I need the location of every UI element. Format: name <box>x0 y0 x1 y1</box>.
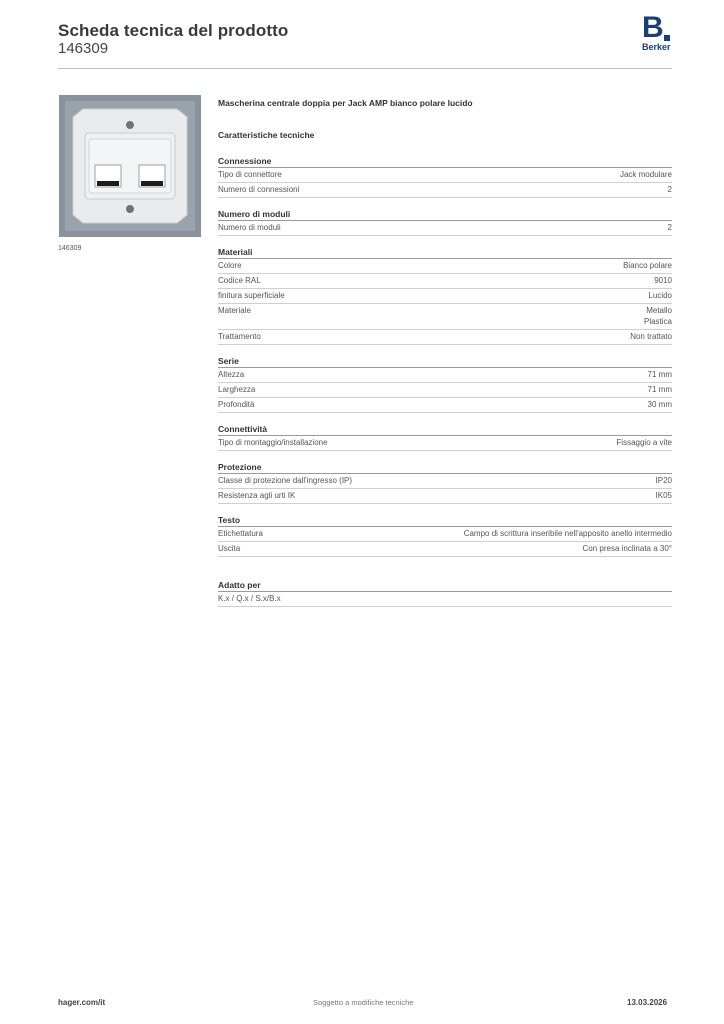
spec-label: Codice RAL <box>218 276 261 285</box>
spec-value: Lucido <box>648 291 672 300</box>
spec-row <box>218 330 672 345</box>
section-connessione <box>218 155 672 198</box>
spec-value: IK05 <box>655 491 672 500</box>
spec-row <box>218 259 672 274</box>
spec-row <box>218 527 672 542</box>
spec-label: Numero di connessioni <box>218 185 300 194</box>
spec-value: Jack modulare <box>619 170 672 179</box>
section-adatto <box>218 579 672 607</box>
spec-row <box>218 368 672 383</box>
spec-value: Con presa inclinata a 30° <box>582 544 672 553</box>
section-moduli <box>218 208 672 236</box>
spec-row <box>218 542 672 557</box>
spec-row <box>218 436 672 451</box>
section-title: Connettività <box>218 423 672 436</box>
spec-label: Trattamento <box>218 332 261 341</box>
spec-row <box>218 274 672 289</box>
logo-letter: B <box>642 11 664 44</box>
tech-title: Caratteristiche tecniche <box>218 130 315 140</box>
spec-value: 9010 <box>654 276 672 285</box>
spec-row <box>218 383 672 398</box>
spec-row <box>218 168 672 183</box>
header-divider <box>58 68 672 69</box>
spec-value: 2 <box>667 185 672 194</box>
logo-dot <box>664 35 670 41</box>
spec-value: 2 <box>667 223 672 232</box>
logo-brand-text: Berker <box>642 42 671 52</box>
footer-date: 13.03.2026 <box>627 998 668 1007</box>
spec-label: finitura superficiale <box>218 291 285 300</box>
spec-value: Campo di scrittura inseribile nell'apposito anello intermedio <box>463 529 672 538</box>
spec-label: Larghezza <box>218 385 256 394</box>
section-testo <box>218 514 672 557</box>
spec-label: Resistenza agli urti IK <box>218 491 296 500</box>
spec-label: Profondità <box>218 400 255 409</box>
section-title: Adatto per <box>218 579 672 592</box>
spec-label: Materiale <box>218 306 251 315</box>
jack-amp-plate-image <box>59 95 201 237</box>
spec-row <box>218 304 672 330</box>
section-title: Protezione <box>218 461 672 474</box>
spec-label: K.x / Q.x / S.x/B.x <box>218 594 281 603</box>
footer-note: Soggetto a modifiche tecniche <box>313 998 414 1007</box>
spec-value: 71 mm <box>647 370 672 379</box>
section-title: Serie <box>218 355 672 368</box>
spec-label: Uscita <box>218 544 241 553</box>
berker-logo <box>640 11 676 54</box>
spec-value-line: Metallo <box>646 306 672 315</box>
spec-label: Tipo di montaggio/installazione <box>218 438 328 447</box>
spec-value: Bianco polare <box>623 261 672 270</box>
section-title: Testo <box>218 514 672 527</box>
spec-row <box>218 489 672 504</box>
spec-row <box>218 289 672 304</box>
page-title: Scheda tecnica del prodotto <box>58 21 289 40</box>
spec-value: 71 mm <box>647 385 672 394</box>
footer-website-link[interactable]: hager.com/it <box>58 998 106 1007</box>
spec-row <box>218 221 672 236</box>
section-title: Materiali <box>218 246 672 259</box>
spec-value: Non trattato <box>630 332 672 341</box>
spec-row <box>218 592 672 607</box>
section-protezione <box>218 461 672 504</box>
spec-label: Colore <box>218 261 242 270</box>
product-code: 146309 <box>58 40 109 57</box>
section-title: Connessione <box>218 155 672 168</box>
spec-value: IP20 <box>655 476 672 485</box>
spec-row <box>218 183 672 198</box>
section-connettivita <box>218 423 672 451</box>
spec-label: Etichettatura <box>218 529 263 538</box>
spec-value-line: Plastica <box>643 317 672 326</box>
spec-row <box>218 474 672 489</box>
spec-row <box>218 398 672 413</box>
product-name: Mascherina centrale doppia per Jack AMP bianco polare lucido <box>218 98 473 108</box>
spec-value <box>644 305 672 327</box>
section-materiali <box>218 246 672 345</box>
spec-label: Classe di protezione dall'ingresso (IP) <box>218 476 353 485</box>
section-serie <box>218 355 672 413</box>
spec-value: 30 mm <box>647 400 672 409</box>
spec-value: Fissaggio a vite <box>616 438 672 447</box>
image-caption: 146309 <box>58 245 82 252</box>
spec-content <box>218 97 672 607</box>
spec-label: Tipo di connettore <box>218 170 282 179</box>
spec-label: Numero di moduli <box>218 223 281 232</box>
spec-label: Altezza <box>218 370 245 379</box>
section-title: Numero di moduli <box>218 208 672 221</box>
